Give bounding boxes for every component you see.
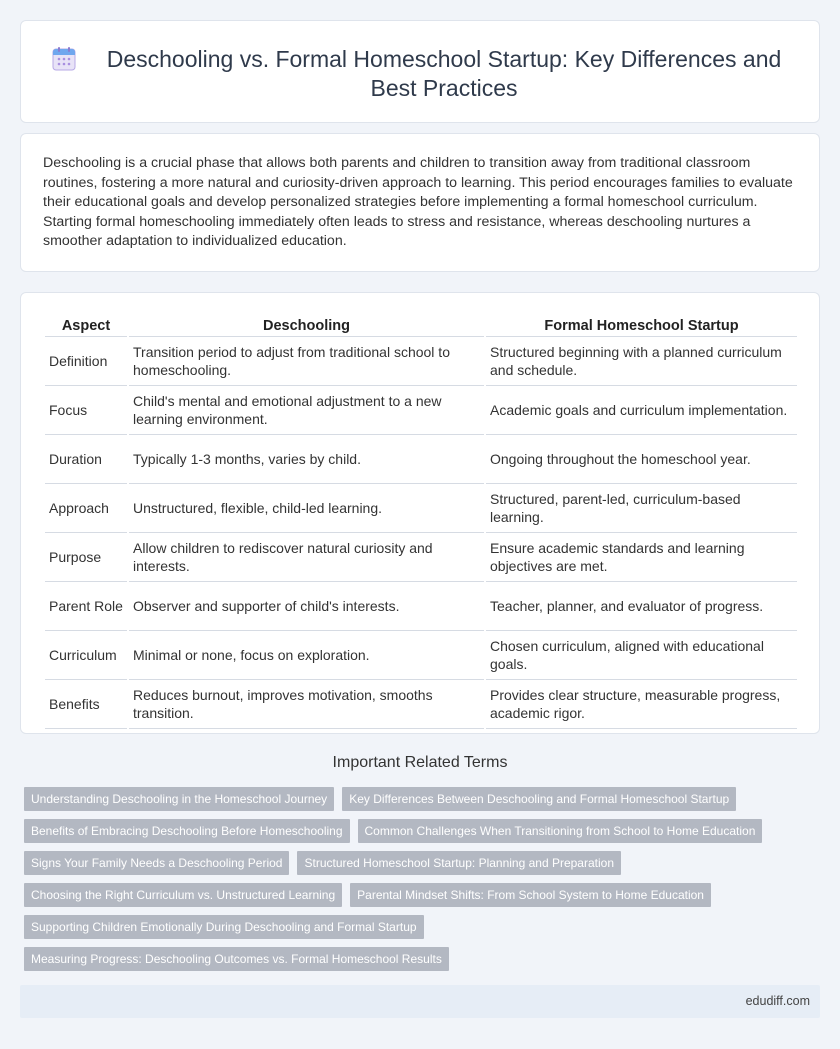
row-formal: Teacher, planner, and evaluator of progress. (486, 582, 797, 631)
row-aspect: Duration (45, 435, 127, 484)
header (21, 21, 819, 103)
footer-site-link[interactable]: edudiff.com (745, 994, 810, 1008)
related-term-link[interactable]: Structured Homeschool Startup: Planning and Preparation (297, 851, 621, 875)
row-formal: Structured beginning with a planned curriculum and schedule. (486, 337, 797, 386)
row-formal: Provides clear structure, measurable progress, academic rigor. (486, 680, 797, 729)
table-row (45, 484, 797, 533)
related-term-link[interactable]: Benefits of Embracing Deschooling Before Homeschooling (24, 819, 350, 843)
row-deschooling: Transition period to adjust from traditional school to homeschooling. (129, 337, 484, 386)
calendar-icon (51, 46, 77, 72)
header-deschooling: Deschooling (129, 315, 484, 337)
related-term-link[interactable]: Common Challenges When Transitioning from School to Home Education (358, 819, 763, 843)
row-aspect: Benefits (45, 680, 127, 729)
comparison-card (20, 292, 820, 734)
row-formal: Academic goals and curriculum implementation. (486, 386, 797, 435)
related-term-link[interactable]: Parental Mindset Shifts: From School System to Home Education (350, 883, 711, 907)
row-formal: Ensure academic standards and learning objectives are met. (486, 533, 797, 582)
related-terms-title: Important Related Terms (332, 754, 508, 771)
intro-card (20, 133, 820, 272)
table-row (45, 680, 797, 729)
related-term-link[interactable]: Understanding Deschooling in the Homeschool Journey (24, 787, 334, 811)
row-deschooling: Typically 1-3 months, varies by child. (129, 435, 484, 484)
row-aspect: Definition (45, 337, 127, 386)
related-term-link[interactable]: Measuring Progress: Deschooling Outcomes vs. Formal Homeschool Results (24, 947, 449, 971)
table-row (45, 631, 797, 680)
related-term-link[interactable]: Key Differences Between Deschooling and Formal Homeschool Startup (342, 787, 736, 811)
header-card (20, 20, 820, 123)
header-formal: Formal Homeschool Startup (486, 315, 797, 337)
row-aspect: Parent Role (45, 582, 127, 631)
row-formal: Structured, parent-led, curriculum-based learning. (486, 484, 797, 533)
related-term-link[interactable]: Signs Your Family Needs a Deschooling Period (24, 851, 289, 875)
table-row (45, 582, 797, 631)
table-row (45, 435, 797, 484)
page-title: Deschooling vs. Formal Homeschool Startup: Key Differences and Best Practices (106, 46, 782, 101)
related-terms-list (24, 787, 784, 971)
row-deschooling: Reduces burnout, improves motivation, smooths transition. (129, 680, 484, 729)
row-aspect: Approach (45, 484, 127, 533)
intro-paragraph: Deschooling is a crucial phase that allows both parents and children to transition away from traditional classroom routines, fostering a more natural and curiosity-driven approach to learning. This period encourages families to evaluate their educational goals and develop personalized strategies before implementing a formal homeschool curriculum. Starting formal homeschooling immediately often leads to stress and resistance, whereas deschooling nurtures a smoother adaptation to individualized education. (43, 155, 793, 250)
related-term-link[interactable]: Supporting Children Emotionally During Deschooling and Formal Startup (24, 915, 424, 939)
row-formal: Chosen curriculum, aligned with educational goals. (486, 631, 797, 680)
row-deschooling: Child's mental and emotional adjustment to a new learning environment. (129, 386, 484, 435)
footer (20, 985, 820, 1018)
table-row (45, 386, 797, 435)
row-formal: Ongoing throughout the homeschool year. (486, 435, 797, 484)
row-aspect: Curriculum (45, 631, 127, 680)
comparison-table (43, 315, 799, 729)
row-aspect: Purpose (45, 533, 127, 582)
table-row (45, 533, 797, 582)
related-term-link[interactable]: Choosing the Right Curriculum vs. Unstructured Learning (24, 883, 342, 907)
table-row (45, 337, 797, 386)
row-deschooling: Unstructured, flexible, child-led learning. (129, 484, 484, 533)
row-deschooling: Minimal or none, focus on exploration. (129, 631, 484, 680)
row-deschooling: Allow children to rediscover natural curiosity and interests. (129, 533, 484, 582)
header-aspect: Aspect (45, 315, 127, 337)
row-deschooling: Observer and supporter of child's interests. (129, 582, 484, 631)
table-header-row (45, 315, 797, 337)
row-aspect: Focus (45, 386, 127, 435)
